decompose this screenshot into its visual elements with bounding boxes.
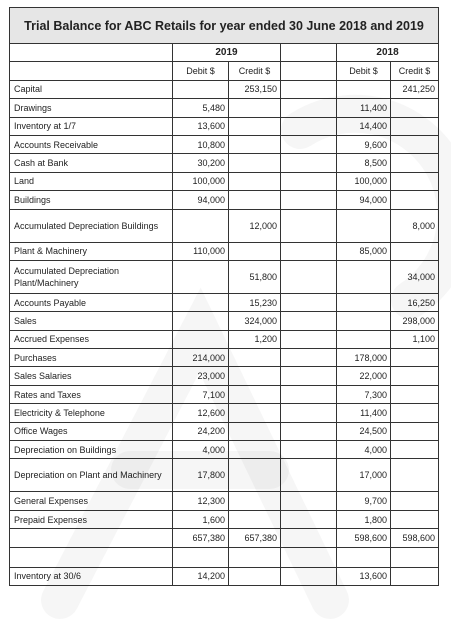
debit-2019-cell: 13,600 [173, 117, 229, 135]
table-row [10, 510, 439, 528]
spacer-cell [281, 404, 337, 422]
spacer-cell [281, 492, 337, 510]
trial-balance-table [9, 7, 439, 586]
table-title: Trial Balance for ABC Retails for year ended 30 June 2018 and 2019 [10, 8, 439, 44]
spacer-cell [281, 135, 337, 153]
account-label: Capital [10, 80, 173, 98]
debit-2019-cell: 14,200 [173, 567, 229, 585]
table-row [10, 349, 439, 367]
spacer-cell [281, 209, 337, 242]
credit-2018-cell [391, 172, 439, 190]
account-label: Accumulated Depreciation Plant/Machinery [10, 260, 173, 293]
column-header-spacer [281, 62, 337, 80]
spacer-cell [281, 567, 337, 585]
credit-2018-cell [391, 492, 439, 510]
account-label [10, 529, 173, 547]
credit-2019-cell [229, 154, 281, 172]
credit-2019-cell [229, 510, 281, 528]
spacer-cell [281, 293, 337, 311]
credit-2019-cell [229, 172, 281, 190]
spacer-cell [281, 385, 337, 403]
table-row [10, 459, 439, 492]
year-2018-header: 2018 [337, 44, 439, 62]
debit-2019-cell [173, 209, 229, 242]
spacer-cell [281, 80, 337, 98]
credit-2019-cell [229, 441, 281, 459]
debit-2019-cell: 4,000 [173, 441, 229, 459]
column-header-blank [10, 62, 173, 80]
spacer-cell [281, 154, 337, 172]
table-row [10, 293, 439, 311]
debit-2018-cell [337, 312, 391, 330]
account-label [10, 547, 173, 567]
credit-2018-cell [391, 510, 439, 528]
debit-2019-cell: 17,800 [173, 459, 229, 492]
year-header-blank [10, 44, 173, 62]
debit-2018-cell: 94,000 [337, 191, 391, 209]
credit-2018-cell [391, 99, 439, 117]
debit-2018-cell: 1,800 [337, 510, 391, 528]
spacer-cell [281, 547, 337, 567]
debit-2018-cell: 85,000 [337, 242, 391, 260]
debit-2018-cell: 11,400 [337, 404, 391, 422]
credit-2019-cell [229, 404, 281, 422]
debit-2019-header: Debit $ [173, 62, 229, 80]
credit-2019-cell [229, 492, 281, 510]
credit-2018-cell: 241,250 [391, 80, 439, 98]
credit-2018-cell: 298,000 [391, 312, 439, 330]
table-row [10, 191, 439, 209]
spacer-cell [281, 242, 337, 260]
credit-2019-cell [229, 117, 281, 135]
account-label: Depreciation on Buildings [10, 441, 173, 459]
debit-2018-cell: 13,600 [337, 567, 391, 585]
debit-2019-cell: 30,200 [173, 154, 229, 172]
debit-2019-cell: 657,380 [173, 529, 229, 547]
account-label: Accumulated Depreciation Buildings [10, 209, 173, 242]
table-row [10, 172, 439, 190]
account-label: Land [10, 172, 173, 190]
debit-2019-cell: 24,200 [173, 422, 229, 440]
table-row [10, 385, 439, 403]
account-label: Purchases [10, 349, 173, 367]
credit-2018-cell [391, 349, 439, 367]
credit-2019-cell [229, 242, 281, 260]
trial-balance [9, 7, 438, 586]
debit-2019-cell: 5,480 [173, 99, 229, 117]
account-label: Drawings [10, 99, 173, 117]
table-row [10, 529, 439, 547]
account-label: Plant & Machinery [10, 242, 173, 260]
account-label: Prepaid Expenses [10, 510, 173, 528]
spacer-cell [281, 510, 337, 528]
table-row [10, 367, 439, 385]
debit-2019-cell: 110,000 [173, 242, 229, 260]
account-label: Sales Salaries [10, 367, 173, 385]
credit-2019-cell [229, 191, 281, 209]
table-row [10, 330, 439, 348]
credit-2019-header: Credit $ [229, 62, 281, 80]
credit-2018-cell [391, 422, 439, 440]
debit-2018-cell: 8,500 [337, 154, 391, 172]
credit-2019-cell: 253,150 [229, 80, 281, 98]
credit-2018-cell [391, 242, 439, 260]
debit-2018-cell: 9,700 [337, 492, 391, 510]
credit-2018-cell: 1,100 [391, 330, 439, 348]
table-row [10, 80, 439, 98]
debit-2018-cell: 14,400 [337, 117, 391, 135]
debit-2019-cell [173, 293, 229, 311]
debit-2018-cell [337, 330, 391, 348]
debit-2018-cell: 24,500 [337, 422, 391, 440]
credit-2019-cell [229, 547, 281, 567]
table-row [10, 209, 439, 242]
debit-2018-cell: 9,600 [337, 135, 391, 153]
debit-2018-cell: 22,000 [337, 367, 391, 385]
credit-2018-cell [391, 385, 439, 403]
debit-2019-cell: 1,600 [173, 510, 229, 528]
debit-2019-cell [173, 330, 229, 348]
debit-2019-cell: 214,000 [173, 349, 229, 367]
credit-2019-cell: 1,200 [229, 330, 281, 348]
credit-2018-cell [391, 547, 439, 567]
credit-2018-cell [391, 441, 439, 459]
table-row [10, 242, 439, 260]
table-row [10, 422, 439, 440]
spacer-cell [281, 117, 337, 135]
debit-2019-cell: 12,300 [173, 492, 229, 510]
credit-2018-cell [391, 135, 439, 153]
credit-2019-cell: 15,230 [229, 293, 281, 311]
debit-2019-cell [173, 80, 229, 98]
debit-2018-cell: 7,300 [337, 385, 391, 403]
debit-2018-cell: 598,600 [337, 529, 391, 547]
debit-2019-cell: 10,800 [173, 135, 229, 153]
account-label: Accounts Payable [10, 293, 173, 311]
table-row [10, 135, 439, 153]
table-row [10, 99, 439, 117]
table-row [10, 567, 439, 585]
credit-2019-cell: 51,800 [229, 260, 281, 293]
debit-2019-cell [173, 312, 229, 330]
spacer-cell [281, 330, 337, 348]
credit-2018-cell [391, 404, 439, 422]
account-label: Buildings [10, 191, 173, 209]
spacer-cell [281, 367, 337, 385]
spacer-cell [281, 422, 337, 440]
spacer-cell [281, 441, 337, 459]
debit-2018-cell: 100,000 [337, 172, 391, 190]
debit-2018-cell: 17,000 [337, 459, 391, 492]
table-row [10, 260, 439, 293]
credit-2019-cell: 657,380 [229, 529, 281, 547]
debit-2019-cell [173, 547, 229, 567]
account-label: Accounts Receivable [10, 135, 173, 153]
spacer-cell [281, 172, 337, 190]
year-2019-header: 2019 [173, 44, 281, 62]
debit-2019-cell: 94,000 [173, 191, 229, 209]
account-label: General Expenses [10, 492, 173, 510]
credit-2018-header: Credit $ [391, 62, 439, 80]
account-label: Inventory at 30/6 [10, 567, 173, 585]
table-row [10, 312, 439, 330]
debit-2018-cell: 178,000 [337, 349, 391, 367]
spacer-cell [281, 260, 337, 293]
account-label: Depreciation on Plant and Machinery [10, 459, 173, 492]
account-label: Inventory at 1/7 [10, 117, 173, 135]
account-label: Electricity & Telephone [10, 404, 173, 422]
debit-2018-cell [337, 80, 391, 98]
spacer-cell [281, 191, 337, 209]
spacer-cell [281, 529, 337, 547]
debit-2019-cell: 23,000 [173, 367, 229, 385]
table-row [10, 117, 439, 135]
debit-2019-cell: 7,100 [173, 385, 229, 403]
spacer-cell [281, 459, 337, 492]
account-label: Office Wages [10, 422, 173, 440]
credit-2019-cell [229, 135, 281, 153]
credit-2018-cell [391, 459, 439, 492]
account-label: Rates and Taxes [10, 385, 173, 403]
debit-2018-header: Debit $ [337, 62, 391, 80]
credit-2018-cell [391, 117, 439, 135]
table-row [10, 547, 439, 567]
spacer-cell [281, 99, 337, 117]
debit-2019-cell [173, 260, 229, 293]
credit-2019-cell [229, 459, 281, 492]
account-label: Accrued Expenses [10, 330, 173, 348]
credit-2018-cell [391, 191, 439, 209]
credit-2018-cell [391, 154, 439, 172]
debit-2019-cell: 100,000 [173, 172, 229, 190]
debit-2018-cell [337, 260, 391, 293]
credit-2018-cell: 598,600 [391, 529, 439, 547]
credit-2018-cell: 34,000 [391, 260, 439, 293]
account-label: Sales [10, 312, 173, 330]
credit-2019-cell [229, 349, 281, 367]
spacer-cell [281, 349, 337, 367]
debit-2018-cell [337, 293, 391, 311]
credit-2018-cell [391, 567, 439, 585]
table-row [10, 441, 439, 459]
table-row [10, 404, 439, 422]
credit-2019-cell [229, 385, 281, 403]
credit-2019-cell: 324,000 [229, 312, 281, 330]
account-label: Cash at Bank [10, 154, 173, 172]
credit-2019-cell [229, 567, 281, 585]
credit-2019-cell [229, 367, 281, 385]
debit-2018-cell [337, 209, 391, 242]
year-header-spacer [281, 44, 337, 62]
credit-2018-cell [391, 367, 439, 385]
table-row [10, 492, 439, 510]
spacer-cell [281, 312, 337, 330]
credit-2019-cell: 12,000 [229, 209, 281, 242]
debit-2019-cell: 12,600 [173, 404, 229, 422]
debit-2018-cell: 11,400 [337, 99, 391, 117]
debit-2018-cell [337, 547, 391, 567]
credit-2019-cell [229, 99, 281, 117]
credit-2018-cell: 8,000 [391, 209, 439, 242]
credit-2018-cell: 16,250 [391, 293, 439, 311]
credit-2019-cell [229, 422, 281, 440]
table-row [10, 154, 439, 172]
debit-2018-cell: 4,000 [337, 441, 391, 459]
